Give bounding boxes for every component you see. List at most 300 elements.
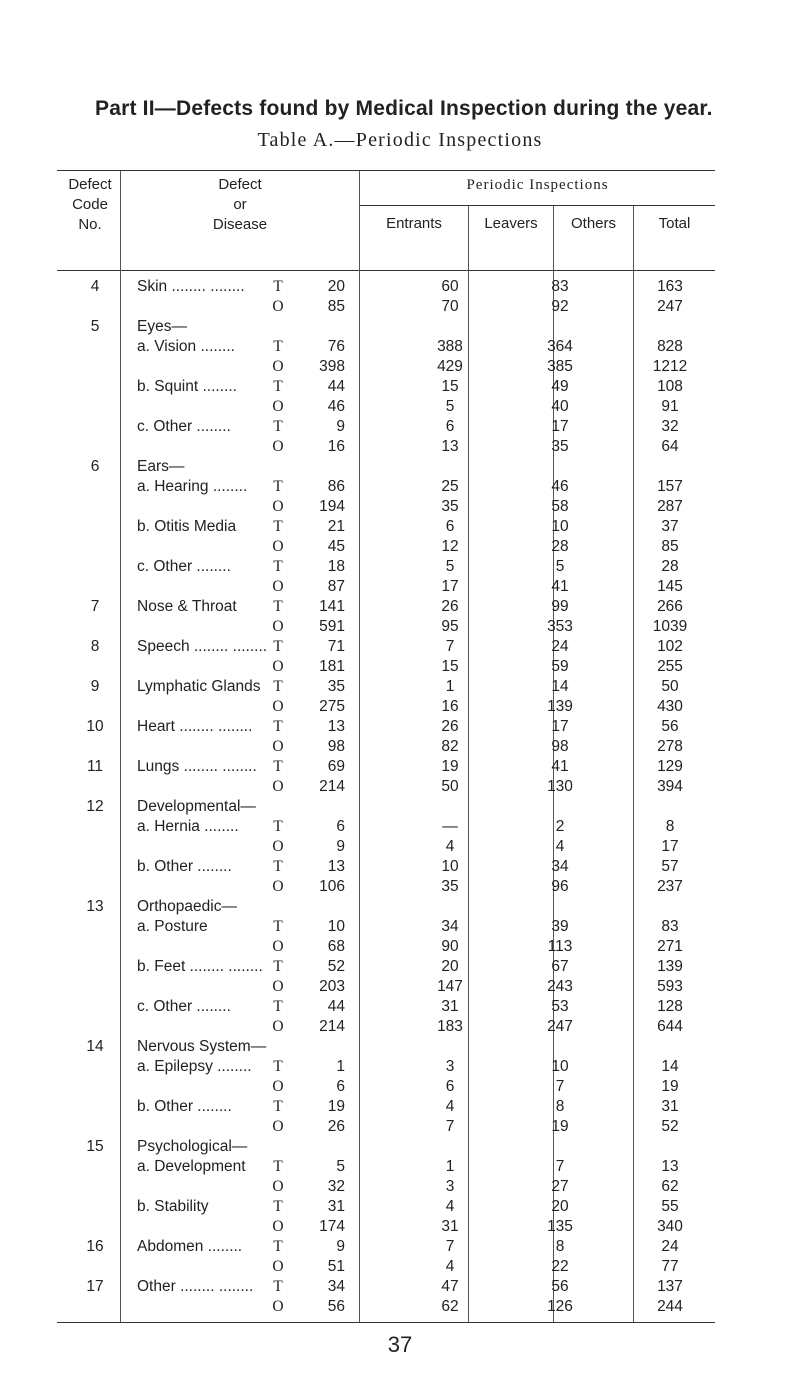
entrants-value: 5 — [336, 1158, 345, 1175]
table-row — [0, 978, 800, 998]
total-value: 430 — [657, 698, 683, 715]
others-value: 24 — [551, 638, 569, 655]
t-o-marker: T — [273, 1098, 283, 1115]
total-value: 108 — [657, 378, 683, 395]
defect-label: Skin ........ ........ — [137, 278, 245, 295]
others-value: 8 — [555, 1238, 565, 1255]
t-o-marker: T — [273, 1058, 283, 1075]
entrants-value: 26 — [327, 1118, 345, 1135]
t-o-marker: O — [272, 978, 284, 995]
table-row — [0, 1158, 800, 1178]
others-value: 135 — [547, 1218, 573, 1235]
header-disease-line1: Defect — [218, 176, 262, 193]
leavers-value: 10 — [441, 858, 459, 875]
leavers-value: 19 — [441, 758, 459, 775]
table-row — [0, 1218, 800, 1238]
entrants-value: 141 — [319, 598, 345, 615]
table-row — [0, 298, 800, 318]
leavers-value: 5 — [445, 398, 455, 415]
defect-label: b. Feet ........ ........ — [137, 958, 263, 975]
t-o-marker: T — [273, 1278, 283, 1295]
leavers-value: 35 — [441, 498, 459, 515]
table-row — [0, 1038, 800, 1058]
entrants-value: 52 — [327, 958, 345, 975]
defect-label: b. Other ........ — [137, 858, 232, 875]
defect-label: a. Hearing ........ — [137, 478, 248, 495]
total-value: 237 — [657, 878, 683, 895]
t-o-marker: O — [272, 838, 284, 855]
table-row — [0, 758, 800, 778]
entrants-value: 275 — [319, 698, 345, 715]
entrants-value: 76 — [327, 338, 345, 355]
entrants-value: 174 — [319, 1218, 345, 1235]
leavers-value: 95 — [441, 618, 459, 635]
others-value: 7 — [555, 1078, 565, 1095]
t-o-marker: T — [273, 858, 283, 875]
defect-code: 10 — [86, 718, 104, 735]
others-value: 247 — [547, 1018, 573, 1035]
table-row — [0, 498, 800, 518]
t-o-marker: O — [272, 298, 284, 315]
leavers-value: 60 — [441, 278, 459, 295]
defect-label: b. Stability — [137, 1198, 209, 1215]
entrants-value: 181 — [319, 658, 345, 675]
table-row — [0, 698, 800, 718]
t-o-marker: O — [272, 1118, 284, 1135]
others-value: 35 — [551, 438, 569, 455]
leavers-value: 47 — [441, 1278, 459, 1295]
others-value: 46 — [551, 478, 569, 495]
entrants-value: 34 — [327, 1278, 345, 1295]
leavers-value: 82 — [441, 738, 459, 755]
table-row — [0, 1078, 800, 1098]
entrants-value: 18 — [327, 558, 345, 575]
entrants-value: 21 — [327, 518, 345, 535]
header-entrants: Entrants — [386, 215, 442, 232]
table-row — [0, 778, 800, 798]
total-value: 287 — [657, 498, 683, 515]
t-o-marker: O — [272, 878, 284, 895]
defect-label: c. Other ........ — [137, 418, 231, 435]
table-row — [0, 938, 800, 958]
leavers-value: 25 — [441, 478, 459, 495]
table-row — [0, 818, 800, 838]
entrants-value: 16 — [327, 438, 345, 455]
total-value: 137 — [657, 1278, 683, 1295]
defect-label: Ears— — [137, 458, 185, 475]
defect-code: 7 — [90, 598, 100, 615]
others-value: 59 — [551, 658, 569, 675]
leavers-value: 4 — [445, 838, 455, 855]
header-code-line3: No. — [78, 216, 102, 233]
entrants-value: 35 — [327, 678, 345, 695]
total-value: 255 — [657, 658, 683, 675]
defect-label: Nose & Throat — [137, 598, 237, 615]
total-value: 828 — [657, 338, 683, 355]
entrants-value: 13 — [327, 858, 345, 875]
table-row — [0, 1018, 800, 1038]
others-value: 19 — [551, 1118, 569, 1135]
t-o-marker: O — [272, 1078, 284, 1095]
table-row — [0, 858, 800, 878]
table-row — [0, 458, 800, 478]
leavers-value: 388 — [437, 338, 463, 355]
table-row — [0, 1138, 800, 1158]
leavers-value: 7 — [445, 1118, 455, 1135]
leavers-value: 70 — [441, 298, 459, 315]
others-value: 83 — [551, 278, 569, 295]
total-value: 64 — [661, 438, 679, 455]
total-value: 24 — [661, 1238, 679, 1255]
total-value: 1212 — [652, 358, 688, 375]
others-value: 28 — [551, 538, 569, 555]
defect-code: 17 — [86, 1278, 104, 1295]
leavers-value: 3 — [445, 1058, 455, 1075]
table-row — [0, 518, 800, 538]
total-value: 91 — [661, 398, 679, 415]
others-value: 49 — [551, 378, 569, 395]
entrants-value: 51 — [327, 1258, 345, 1275]
leavers-value: 12 — [441, 538, 459, 555]
leavers-value: 13 — [441, 438, 459, 455]
defect-label: Lymphatic Glands — [137, 678, 261, 695]
table-row — [0, 998, 800, 1018]
leavers-value: 26 — [441, 718, 459, 735]
t-o-marker: T — [273, 418, 283, 435]
defect-code: 12 — [86, 798, 104, 815]
total-value: 55 — [661, 1198, 679, 1215]
table-row — [0, 1098, 800, 1118]
total-value: 394 — [657, 778, 683, 795]
total-value: 13 — [661, 1158, 679, 1175]
total-value: 52 — [661, 1118, 679, 1135]
table-row — [0, 538, 800, 558]
others-value: 96 — [551, 878, 569, 895]
entrants-value: 71 — [327, 638, 345, 655]
entrants-value: 44 — [327, 998, 345, 1015]
entrants-value: 87 — [327, 578, 345, 595]
leavers-value: 15 — [441, 658, 459, 675]
entrants-value: 13 — [327, 718, 345, 735]
header-code-line2: Code — [72, 196, 108, 213]
t-o-marker: O — [272, 1018, 284, 1035]
entrants-value: 85 — [327, 298, 345, 315]
table-row — [0, 1278, 800, 1298]
table-row — [0, 338, 800, 358]
t-o-marker: O — [272, 1258, 284, 1275]
entrants-value: 214 — [319, 778, 345, 795]
others-value: 41 — [551, 578, 569, 595]
header-code-line1: Defect — [68, 176, 112, 193]
t-o-marker: T — [273, 378, 283, 395]
defect-label: b. Other ........ — [137, 1098, 232, 1115]
total-value: 77 — [661, 1258, 679, 1275]
t-o-marker: O — [272, 358, 284, 375]
others-value: 67 — [551, 958, 569, 975]
entrants-value: 9 — [336, 838, 345, 855]
table-row — [0, 738, 800, 758]
others-value: 7 — [555, 1158, 565, 1175]
defect-label: Eyes— — [137, 318, 187, 335]
t-o-marker: O — [272, 938, 284, 955]
table-row — [0, 478, 800, 498]
t-o-marker: O — [272, 578, 284, 595]
others-value: 243 — [547, 978, 573, 995]
t-o-marker: T — [273, 278, 283, 295]
others-value: 10 — [551, 1058, 569, 1075]
entrants-value: 591 — [319, 618, 345, 635]
others-value: 99 — [551, 598, 569, 615]
entrants-value: 98 — [327, 738, 345, 755]
table-row — [0, 378, 800, 398]
entrants-value: 32 — [327, 1178, 345, 1195]
entrants-value: 106 — [319, 878, 345, 895]
entrants-value: 45 — [327, 538, 345, 555]
t-o-marker: O — [272, 658, 284, 675]
t-o-marker: T — [273, 1198, 283, 1215]
t-o-marker: T — [273, 558, 283, 575]
total-value: 278 — [657, 738, 683, 755]
total-value: 32 — [661, 418, 679, 435]
defect-code: 14 — [86, 1038, 104, 1055]
t-o-marker: O — [272, 398, 284, 415]
defect-label: Psychological— — [137, 1138, 248, 1155]
total-value: 14 — [661, 1058, 679, 1075]
t-o-marker: T — [273, 718, 283, 735]
t-o-marker: T — [273, 1158, 283, 1175]
total-value: 102 — [657, 638, 683, 655]
t-o-marker: T — [273, 758, 283, 775]
defect-label: Heart ........ ........ — [137, 718, 253, 735]
leavers-value: 4 — [445, 1098, 455, 1115]
leavers-value: 90 — [441, 938, 459, 955]
table-row — [0, 798, 800, 818]
defect-label: Abdomen ........ — [137, 1238, 243, 1255]
defect-label: c. Other ........ — [137, 998, 231, 1015]
t-o-marker: O — [272, 618, 284, 635]
others-value: 40 — [551, 398, 569, 415]
t-o-marker: O — [272, 1298, 284, 1315]
defect-code: 9 — [90, 678, 100, 695]
others-value: 34 — [551, 858, 569, 875]
header-disease-line3: Disease — [212, 216, 268, 233]
entrants-value: 9 — [336, 1238, 345, 1255]
leavers-value: 31 — [441, 998, 459, 1015]
t-o-marker: O — [272, 538, 284, 555]
others-value: 17 — [551, 718, 569, 735]
others-value: 353 — [547, 618, 573, 635]
leavers-value: — — [442, 818, 458, 835]
defect-code: 11 — [86, 758, 104, 775]
total-value: 593 — [657, 978, 683, 995]
table-row — [0, 898, 800, 918]
t-o-marker: T — [273, 958, 283, 975]
others-value: 20 — [551, 1198, 569, 1215]
table-row — [0, 358, 800, 378]
defect-label: a. Hernia ........ — [137, 818, 239, 835]
leavers-value: 429 — [437, 358, 463, 375]
table-row — [0, 918, 800, 938]
others-value: 5 — [555, 558, 565, 575]
table-row — [0, 438, 800, 458]
t-o-marker: T — [273, 1238, 283, 1255]
table-row — [0, 1058, 800, 1078]
leavers-value: 26 — [441, 598, 459, 615]
entrants-value: 46 — [327, 398, 345, 415]
entrants-value: 203 — [319, 978, 345, 995]
others-value: 14 — [551, 678, 569, 695]
leavers-value: 20 — [441, 958, 459, 975]
others-value: 56 — [551, 1278, 569, 1295]
defect-label: Developmental— — [137, 798, 256, 815]
total-value: 57 — [661, 858, 679, 875]
entrants-value: 44 — [327, 378, 345, 395]
entrants-value: 9 — [336, 418, 345, 435]
total-value: 247 — [657, 298, 683, 315]
leavers-value: 17 — [441, 578, 459, 595]
defect-code: 5 — [90, 318, 100, 335]
table-bottom-rule — [57, 1322, 715, 1323]
defect-label: b. Squint ........ — [137, 378, 237, 395]
total-value: 50 — [661, 678, 679, 695]
table-row — [0, 558, 800, 578]
table-row — [0, 1198, 800, 1218]
others-value: 53 — [551, 998, 569, 1015]
t-o-marker: T — [273, 918, 283, 935]
t-o-marker: O — [272, 738, 284, 755]
header-leavers: Leavers — [484, 215, 538, 232]
header-disease-line2: or — [233, 196, 247, 213]
part-heading: Part II—Defects found by Medical Inspection during the year. — [95, 97, 713, 120]
total-value: 31 — [661, 1098, 679, 1115]
total-value: 85 — [661, 538, 679, 555]
total-value: 8 — [665, 818, 675, 835]
defect-label: a. Vision ........ — [137, 338, 235, 355]
entrants-value: 19 — [327, 1098, 345, 1115]
leavers-value: 35 — [441, 878, 459, 895]
table-row — [0, 638, 800, 658]
total-value: 163 — [657, 278, 683, 295]
defect-code: 13 — [86, 898, 104, 915]
others-value: 98 — [551, 738, 569, 755]
others-value: 385 — [547, 358, 573, 375]
others-value: 4 — [555, 838, 565, 855]
table-row — [0, 958, 800, 978]
group-underline — [359, 205, 715, 206]
others-value: 10 — [551, 518, 569, 535]
total-value: 56 — [661, 718, 679, 735]
others-value: 139 — [547, 698, 573, 715]
t-o-marker: T — [273, 338, 283, 355]
table-row — [0, 1118, 800, 1138]
table-title: Table A.—Periodic Inspections — [257, 129, 543, 151]
leavers-value: 147 — [437, 978, 463, 995]
header-others: Others — [570, 215, 616, 232]
others-value: 17 — [551, 418, 569, 435]
page-number: 37 — [387, 1332, 413, 1357]
table-row — [0, 618, 800, 638]
leavers-value: 183 — [437, 1018, 463, 1035]
defect-label: b. Otitis Media — [137, 518, 237, 535]
t-o-marker: O — [272, 1218, 284, 1235]
leavers-value: 16 — [441, 698, 459, 715]
table-row — [0, 578, 800, 598]
table-top-rule — [57, 170, 715, 171]
t-o-marker: O — [272, 698, 284, 715]
leavers-value: 62 — [441, 1298, 459, 1315]
t-o-marker: O — [272, 1178, 284, 1195]
others-value: 2 — [555, 818, 565, 835]
total-value: 340 — [657, 1218, 683, 1235]
defect-label: c. Other ........ — [137, 558, 231, 575]
t-o-marker: T — [273, 678, 283, 695]
entrants-value: 1 — [336, 1058, 345, 1075]
entrants-value: 20 — [327, 278, 345, 295]
total-value: 271 — [657, 938, 683, 955]
t-o-marker: T — [273, 478, 283, 495]
t-o-marker: T — [273, 998, 283, 1015]
defect-label: Lungs ........ ........ — [137, 758, 257, 775]
defect-label: Other ........ ........ — [137, 1278, 254, 1295]
defect-code: 15 — [86, 1138, 104, 1155]
total-value: 37 — [661, 518, 679, 535]
defect-label: Orthopaedic— — [137, 898, 237, 915]
total-value: 17 — [661, 838, 679, 855]
others-value: 58 — [551, 498, 569, 515]
table-row — [0, 1178, 800, 1198]
leavers-value: 4 — [445, 1198, 455, 1215]
entrants-value: 398 — [319, 358, 345, 375]
leavers-value: 34 — [441, 918, 459, 935]
entrants-value: 6 — [336, 1078, 345, 1095]
entrants-value: 214 — [319, 1018, 345, 1035]
total-value: 244 — [657, 1298, 683, 1315]
entrants-value: 10 — [327, 918, 345, 935]
others-value: 22 — [551, 1258, 569, 1275]
table-row — [0, 398, 800, 418]
defect-code: 16 — [86, 1238, 104, 1255]
t-o-marker: T — [273, 518, 283, 535]
others-value: 130 — [547, 778, 573, 795]
t-o-marker: O — [272, 498, 284, 515]
total-value: 644 — [657, 1018, 683, 1035]
total-value: 129 — [657, 758, 683, 775]
total-value: 1039 — [652, 618, 688, 635]
t-o-marker: T — [273, 638, 283, 655]
others-value: 126 — [547, 1298, 573, 1315]
total-value: 266 — [657, 598, 683, 615]
table-row — [0, 1238, 800, 1258]
entrants-value: 69 — [327, 758, 345, 775]
defect-label: Speech ........ ........ — [137, 638, 268, 655]
defect-label: a. Posture — [137, 918, 208, 935]
leavers-value: 1 — [445, 678, 455, 695]
table-row — [0, 718, 800, 738]
total-value: 83 — [661, 918, 679, 935]
table-row — [0, 838, 800, 858]
table-row — [0, 318, 800, 338]
leavers-value: 1 — [445, 1158, 455, 1175]
entrants-value: 6 — [336, 818, 345, 835]
others-value: 27 — [551, 1178, 569, 1195]
leavers-value: 50 — [441, 778, 459, 795]
entrants-value: 68 — [327, 938, 345, 955]
table-row — [0, 658, 800, 678]
leavers-value: 5 — [445, 558, 455, 575]
others-value: 113 — [547, 938, 573, 955]
others-value: 364 — [547, 338, 573, 355]
leavers-value: 7 — [445, 638, 455, 655]
